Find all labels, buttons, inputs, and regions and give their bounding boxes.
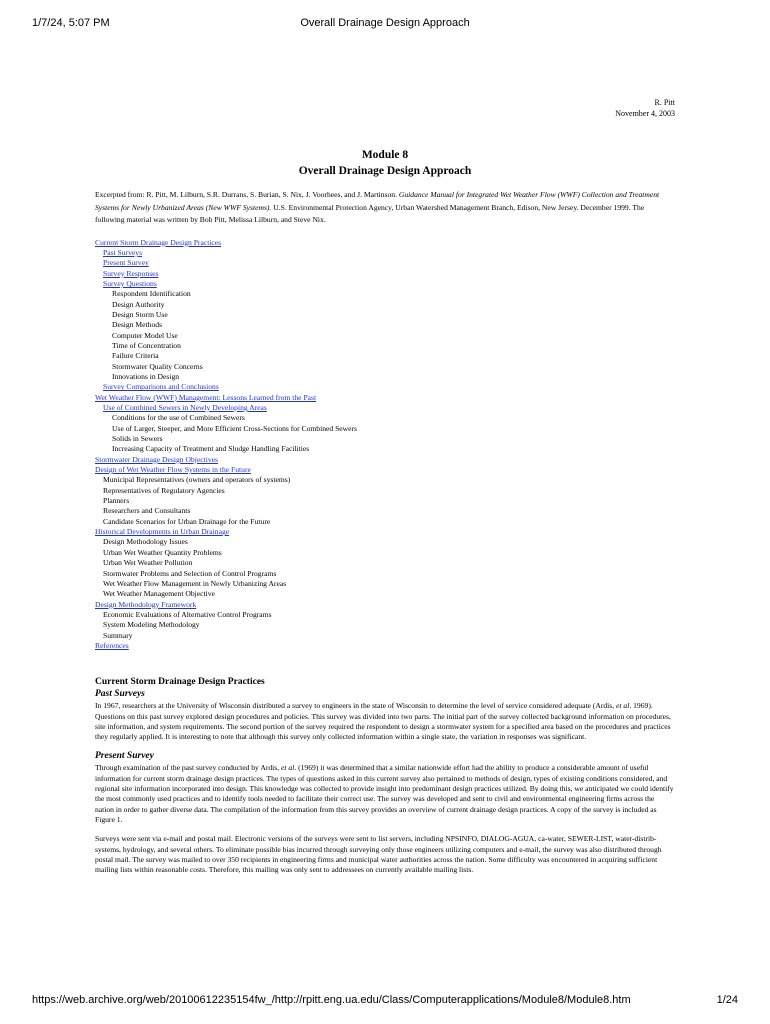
toc-link[interactable]: Historical Developments in Urban Drainage <box>95 527 230 537</box>
toc-label: Failure Criteria <box>112 351 159 361</box>
toc-item <box>95 610 675 620</box>
toc-item <box>95 310 675 320</box>
toc-item <box>95 320 675 330</box>
toc-label: Representatives of Regulatory Agencies <box>103 485 225 495</box>
present-survey-paragraph <box>95 763 675 825</box>
toc-label: Summary <box>103 630 133 640</box>
toc-label: Respondent Identification <box>112 289 191 299</box>
toc-label: Candidate Scenarios for Urban Drainage for the Future <box>103 516 271 526</box>
toc-item <box>95 289 675 299</box>
toc-item <box>95 413 675 423</box>
toc-item <box>95 631 675 641</box>
print-header <box>32 17 738 31</box>
toc-item[interactable] <box>95 258 675 268</box>
document-content <box>95 97 675 875</box>
author-block <box>95 97 675 119</box>
toc-link[interactable]: Wet Weather Flow (WWF) Management: Lessons Learned from the Past <box>95 392 317 402</box>
past-surveys-paragraph <box>95 701 675 742</box>
toc-label: Economic Evaluations of Alternative Control Programs <box>103 609 272 619</box>
print-page-number: 1/24 <box>716 994 738 1006</box>
toc-item <box>95 362 675 372</box>
toc-item[interactable] <box>95 248 675 258</box>
toc-link[interactable]: Survey Questions <box>103 278 157 288</box>
toc-link[interactable]: Use of Combined Sewers in Newly Developing Areas <box>103 403 267 412</box>
toc-item <box>95 341 675 351</box>
toc-item <box>95 300 675 310</box>
toc-link[interactable]: Stormwater Drainage Design Objectives <box>95 454 218 464</box>
toc-label: Researchers and Consultants <box>103 506 191 516</box>
toc-item[interactable] <box>95 600 675 610</box>
toc-link[interactable]: Present Survey <box>103 258 149 268</box>
toc-item <box>95 537 675 547</box>
present-survey-text-b: . (1969) it was determined that a similar nationwide effort had the ability to produce a considerable amount of useful information for current storm drainage design practices. The types of questions asked in this current survey also pertained to methods of design, types of existing conditions considered, and regional site information incorporated into design. This knowledge was collected to provide insight into predominant design practices utilized. By doing this, we anticipated we could identify the most commonly used practices and to identify tools needed to facilitate their correct use. The survey was developed and sent to civil and environmental engineering firms across the nation in order to gather diverse data. The compilation of the information from this survey provides an overview of current drainage design practices. A copy of the survey is included as Figure 1. <box>95 763 674 824</box>
toc-item <box>95 496 675 506</box>
toc-item[interactable] <box>95 382 675 392</box>
toc-label: Solids in Sewers <box>112 434 163 444</box>
mailing-paragraph: Surveys were sent via e-mail and postal mail. Electronic versions of the surveys were sent to list servers, including NPSINFO, DIALOG-AGUA, ca-water, SEWER-LIST, water-distrib-systems, hydrology, and several others. To eliminate possible bias incurred through surveying only those engineers utilizing computers and e-mail, the survey was also distributed through postal mail. The survey was mailed to over 350 recipients in engineering firms and municipal water authorities across the nation. Some difficulty was encountered in acquiring sufficient mailing lists within reasonable costs. Therefore, this mailing was only sent to addressees on currently available mailing lists. <box>95 834 662 875</box>
author-date: November 4, 2003 <box>615 109 675 118</box>
toc-label: Use of Larger, Steeper, and More Efficient Cross-Sections for Combined Sewers <box>112 423 358 433</box>
toc-label: Planners <box>103 496 130 506</box>
toc-link[interactable]: Design Methodology Framework <box>95 599 197 609</box>
toc-label: Urban Wet Weather Pollution <box>103 558 193 568</box>
toc-item[interactable] <box>95 238 675 248</box>
toc-label: Increasing Capacity of Treatment and Sludge Handling Facilities <box>112 444 310 454</box>
toc-label: Design Methodology Issues <box>103 537 188 547</box>
present-survey-text-a: Through examination of the past survey conducted by Ardis, <box>95 763 282 773</box>
print-footer <box>32 994 738 1008</box>
toc-label: System Modeling Methodology <box>103 620 200 630</box>
toc-item <box>95 558 675 568</box>
toc-item <box>95 434 675 444</box>
print-url: https://web.archive.org/web/20100612235154fw_/http://rpitt.eng.ua.edu/Class/Computerapplications/Module8/Module8.htm <box>32 994 631 1006</box>
toc-link[interactable]: Current Storm Drainage Design Practices <box>95 237 222 247</box>
toc-item[interactable] <box>95 279 675 289</box>
module-title <box>95 147 675 179</box>
toc-item <box>95 589 675 599</box>
table-of-contents <box>95 238 675 652</box>
toc-item[interactable] <box>95 527 675 537</box>
past-surveys-text-a: In 1967, researchers at the University of Wisconsin distributed a survey to engineers in the state of Wisconsin to determine the level of service considered adequate (Ardis, <box>95 701 617 711</box>
toc-item <box>95 475 675 485</box>
subsection-heading-past-surveys: Past Surveys <box>95 689 145 700</box>
toc-label: Stormwater Problems and Selection of Control Programs <box>103 568 277 578</box>
excerpt-citation <box>95 189 675 227</box>
excerpt-tail: U.S. Environmental Protection Agency, Urban Watershed Management Branch, Edison, New Jersey. December 1999. The following material was written by Bob Pitt, Melissa Lilburn, and Steve Nix. <box>95 202 645 224</box>
toc-item[interactable] <box>95 641 675 651</box>
toc-label: Time of Concentration <box>112 340 181 350</box>
subsection-heading-present-survey: Present Survey <box>95 751 154 762</box>
author-name: R. Pitt <box>654 98 675 107</box>
toc-item <box>95 506 675 516</box>
toc-item <box>95 444 675 454</box>
toc-link[interactable]: Survey Responses <box>103 268 159 278</box>
excerpt-lead: Excerpted from: R. Pitt, M. Lilburn, S.R. Durrans, S. Burian, S. Nix, J. Voorhees, and J. Martinson. <box>95 190 399 199</box>
toc-label: Municipal Representatives (owners and operators of systems) <box>103 475 291 485</box>
toc-item[interactable] <box>95 393 675 403</box>
toc-link[interactable]: Survey Comparisons and Conclusions <box>103 382 219 392</box>
toc-item <box>95 372 675 382</box>
toc-item <box>95 579 675 589</box>
excerpt-title: Guidance Manual for Integrated Wet Weather Flow (WWF) Collection and Treatment Systems for Newly Urbanized Areas (New WWF Systems). <box>95 190 660 212</box>
toc-label: Innovations in Design <box>112 371 180 381</box>
toc-link[interactable]: References <box>95 640 129 650</box>
toc-label: Stormwater Quality Concerns <box>112 361 203 371</box>
toc-label: Wet Weather Management Objective <box>103 589 215 599</box>
toc-link[interactable]: Past Surveys <box>103 247 143 257</box>
print-datetime: 1/7/24, 5:07 PM <box>32 17 110 29</box>
toc-item[interactable] <box>95 455 675 465</box>
toc-label: Conditions for the use of Combined Sewers <box>112 413 245 423</box>
toc-item <box>95 351 675 361</box>
module-name: Overall Drainage Design Approach <box>298 165 472 177</box>
module-number: Module 8 <box>361 149 409 161</box>
past-surveys-etal: et al <box>616 701 630 711</box>
toc-link[interactable]: Design of Wet Weather Flow Systems in the Future <box>95 465 251 475</box>
toc-item <box>95 517 675 527</box>
toc-item <box>95 331 675 341</box>
toc-label: Wet Weather Flow Management in Newly Urbanizing Areas <box>103 578 287 588</box>
present-survey-etal: et al <box>281 763 295 773</box>
toc-item <box>95 486 675 496</box>
toc-item <box>95 620 675 630</box>
toc-label: Computer Model Use <box>112 330 178 340</box>
toc-item[interactable] <box>95 465 675 475</box>
section-heading: Current Storm Drainage Design Practices <box>95 677 265 688</box>
toc-item <box>95 548 675 558</box>
toc-item <box>95 569 675 579</box>
toc-label: Design Storm Use <box>112 309 168 319</box>
toc-label: Urban Wet Weather Quantity Problems <box>103 547 222 557</box>
print-page-title: Overall Drainage Design Approach <box>300 17 470 29</box>
toc-item <box>95 424 675 434</box>
toc-label: Design Authority <box>112 299 165 309</box>
toc-label: Design Methods <box>112 320 162 330</box>
past-surveys-text-b: . 1969). Questions on this past survey explored design procedures and policies. This survey was divided into two parts. The initial part of the survey collected background information on procedures, site information, and system requirements. The second portion of the survey required the respondent to design a stormwater system for a specified area based on the procedures and practices they regularly applied. It is interesting to note that although this survey only collected information within a single state, the variation in responses was significant. <box>95 701 671 742</box>
toc-item[interactable] <box>95 269 675 279</box>
toc-item[interactable] <box>95 403 675 413</box>
